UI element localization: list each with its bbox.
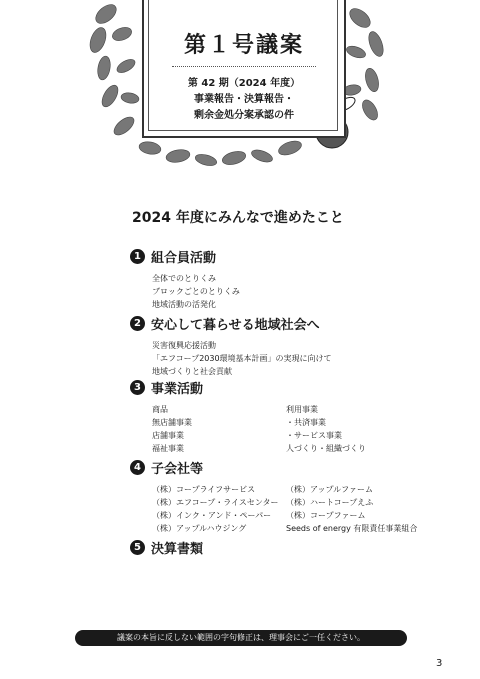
list-item: （株）アップルハウジング	[152, 524, 247, 533]
section-title: 子会社等	[151, 462, 204, 477]
section-4	[130, 458, 417, 535]
list-item: 無店舗事業	[152, 418, 192, 427]
page-title: 第１号議案	[183, 33, 304, 58]
list-item: 地域づくりと社会貢献	[152, 367, 232, 376]
page-number: 3	[436, 658, 443, 669]
list-item: （株）エフコープ・ライスセンター	[152, 498, 279, 507]
section-2	[130, 314, 332, 378]
section-3	[130, 378, 366, 455]
number-badge: 2	[130, 316, 145, 331]
subtitle-line: 第 42 期（2024 年度）	[187, 78, 301, 89]
section-title: 安心して暮らせる地域社会へ	[151, 318, 320, 333]
list-item: （株）アップルファーム	[286, 485, 373, 494]
list-item: （株）コープライフサービス	[152, 485, 256, 494]
list-item: 災害復興応援活動	[152, 341, 216, 350]
list-item: 利用事業	[286, 405, 318, 414]
section-title: 組合員活動	[151, 251, 217, 266]
list-item: 福祉事業	[152, 444, 184, 453]
list-item: （株）インク・アンド・ペーパー	[152, 511, 272, 520]
number-badge: 4	[130, 460, 145, 475]
number-badge: 1	[130, 249, 145, 264]
subtitle-line: 剰余金処分案承認の件	[194, 110, 294, 121]
subtitle-line: 事業報告・決算報告・	[194, 94, 294, 105]
number-badge: 5	[130, 540, 145, 555]
list-item: 人づくり・組織づくり	[286, 444, 366, 453]
section-5	[130, 538, 203, 557]
list-item: （株）ハートコープえふ	[286, 498, 374, 507]
list-item: Seeds of energy 有限責任事業組合	[286, 524, 418, 533]
footer-note: 議案の本旨に反しない範囲の字句修正は、理事会にご一任ください。	[75, 630, 407, 646]
list-item: ブロックごとのとりくみ	[152, 287, 240, 296]
section-title: 事業活動	[151, 382, 204, 397]
dotted-divider	[172, 66, 316, 67]
page-subtitle	[142, 76, 346, 124]
list-item: 地域活動の活発化	[152, 300, 216, 309]
section-title: 決算書類	[151, 542, 204, 557]
section-heading: 2024 年度にみんなで進めたこと	[132, 210, 344, 226]
list-item: ・共済事業	[286, 418, 326, 427]
number-badge: 3	[130, 380, 145, 395]
list-item: 全体でのとりくみ	[152, 274, 216, 283]
list-item: 店舗事業	[152, 431, 184, 440]
list-item: 「エフコープ2030環境基本計画」の実現に向けて	[152, 354, 332, 363]
list-item: 商品	[152, 405, 168, 414]
section-1	[130, 247, 240, 311]
list-item: ・サービス事業	[286, 431, 342, 440]
list-item: （株）コープファーム	[286, 511, 366, 520]
